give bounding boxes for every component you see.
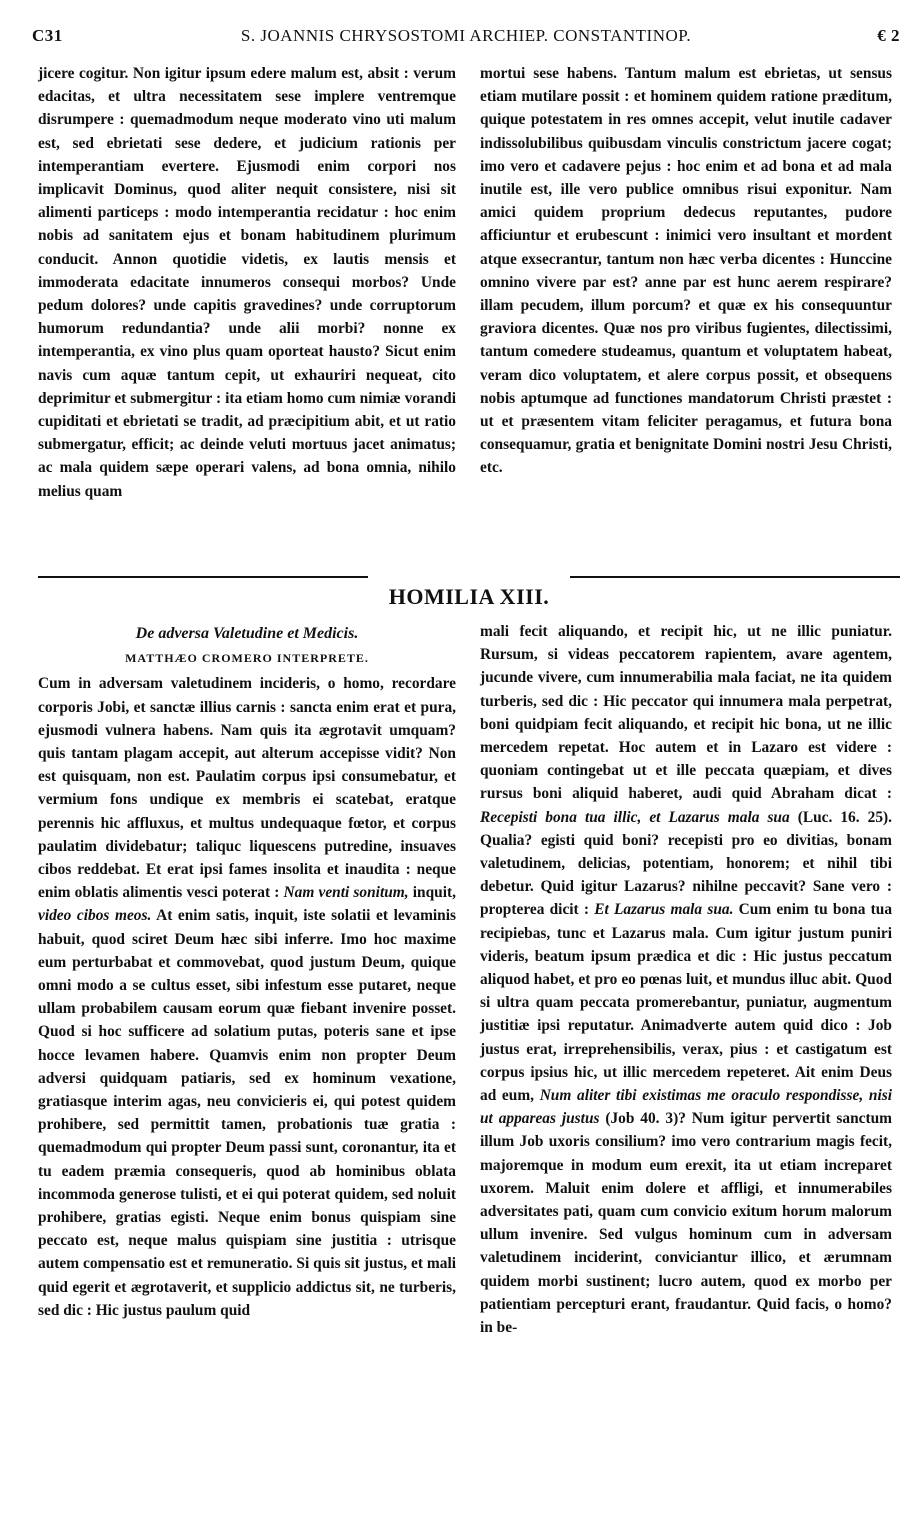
- scripture-quote: Recepisti bona tua illic, et Lazarus mala sua: [480, 808, 790, 826]
- top-left-column: [38, 62, 456, 503]
- section-divider: [38, 572, 900, 608]
- scripture-reference: (Job 40. 3)? Num igitur pervertit sanctum illum Job uxoris consilium? imo vero contrarium magis fecit, majoremque in modum eum erexit, ita ut etiam increparet uxorem. Maluit enim dolere et affligi, et innumerabiles adversitates pati, quam cum convicio exitum horum malorum ullum invenire. Sed vulgus hominum cum in adversam valetudinem inciderint, conviciantur illico, et ærumnam quidem morbi sustinent; lucro autem, quod ex morbo per patientiam percepturi erant, fraudantur. Quid facis, o homo? in be-: [480, 1110, 893, 1337]
- bottom-left-paragraph: [38, 672, 456, 1322]
- top-right-paragraph: mortui sese habens. Tantum malum est ebrietas, ut sensus etiam mutilare possit : et hominem quidem ratione præditum, quique potestatem in res omnes accepit, velut inutile cadaver indissolubilibus quibusdam vinculis constrictum jacere cogat; imo vero et cadavere pejus : hoc enim et ad bona et ad mala inutile est, ille vero publice omnibus risui exponitur. Nam amici quidem proprium dedecus reputantes, pudore afficiuntur et erubescunt : inimici vero insultant et mordent atque exsecrantur, tantum non hæc verba dicentes : Hunccine omnino vivere par est? anne par est hunc aerem respirare? illam pecudem, illum porcum? et quæ ex his consequuntur graviora dicentes. Quæ nos pro viribus fugientes, dilectissimi, tantum comedere studeamus, quantum et voluptatem habeat, veram dico voluptatem, et alere corpus possit, et obsequens nobis aptumque ad functiones mandatorum Christi præstet : ut et præsentem vitam feliciter peragamus, et futura bona consequamur, gratia et benignitate Domini nostri Jesu Christi, etc.: [480, 65, 892, 477]
- text-run: inquit,: [408, 884, 456, 902]
- text-run: Cum enim tu bona tua recipiebas, tunc et Lazarus mala. Cum igitur justum puniri videris, beatum ipsum prædica et dic : Hic justus peccatum aliquod habet, et pro eo pœnas luit, et mundus illuc abit. Quod si ultra quam peccata promerebantur, puniatur, augmentum justitiæ ipsi reputatur. Animadverte autem quid dico : Job justus erat, irreprehensibilis, verax, pius : et castigatum est corpus ipsius hic, ut illic mercedem repeteret. Ait enim Deus ad eum,: [480, 901, 893, 1105]
- scripture-quote: Num aliter tibi existimas me oraculo respondisse, nisi ut appareas justus: [480, 1087, 893, 1128]
- bottom-right-column: [480, 620, 892, 1339]
- bottom-right-paragraph: [480, 620, 892, 1339]
- page-number-right: € 2: [877, 26, 900, 45]
- text-run: At enim satis, inquit, iste solatii et levaminis habuit, quod sciret Deum hæc sibi inferre. Imo hoc maxime eum perturbabat et commovebat, quod justum Deum, quique omni modo a se cultus esset, sibi infestum esse putaret, neque ullam probabilem causam eorum quæ fiebant invenire posset. Quod si hoc sufficere ad solatium putas, poteris sane et ipse hocce levamen habere. Quamvis enim non propter Deum adversi quidquam patiaris, sed ex hominum vexatione, gratiasque interim agas, neu convicieris ei, qui potest quidem prohibere, sed permittit tamen, probationis tuæ gratia : quemadmodum qui propter Deum passi sunt, coronantur, ita et tu eadem præmia consequeris, quod ab hominibus oblata incommoda generose tulisti, et ei qui poterat quidem, sed noluit prohibere, gratias egisti. Neque enim bonus quispiam sine peccato est, neque malus quispiam sine justitia : utrisque autem compensatio est et remuneratio. Si quis sit justus, et mali quid egerit et ægrotaverit, et supplicio addictus sit, ne turberis, sed dic : Hic justus paulum quid: [38, 907, 456, 1319]
- bottom-left-column: [38, 620, 456, 1322]
- scripture-quote: video cibos meos.: [38, 907, 152, 925]
- top-left-paragraph: jicere cogitur. Non igitur ipsum edere malum est, absit : verum edacitas, et ultra necessitatem sese implere ventremque disrumpere : quemadmodum neque moderato vino uti malum est, sed ebrietati sese dedere, et judicium rationis per intemperantiam evertere. Ejusmodi enim corpori nos implicavit Dominus, quod aliter nequit consistere, nisi sit alimenti particeps : modo intemperantia recidatur : hoc enim nobis ad sanitatem ejus et bonam habitudinem plurimum conducit. Annon quotidie videtis, ex lautis mensis et immoderata edacitate innumeros consequi morbos? Unde pedum dolores? unde capitis gravedines? unde corruptorum humorum redundantia? unde alii morbi? nonne ex intemperantia, ex vino plus quam oporteat hausto? Sicut enim navis cum aquæ tantum cepit, ut exhauriri nequeat, cito deprimitur et submergitur : ita etiam homo cum nimiæ vorandi cupiditati et ebrietati se tradit, ad præcipitium abit, et ut ratio submergatur, efficit; ac deinde veluti mortuus jacet animatus; ac mala quidem sæpe operari valens, ad bona omnia, nihilo melius quam: [38, 65, 456, 500]
- homily-subtitle: De adversa Valetudine et Medicis.: [135, 625, 359, 642]
- interpreter-line: MATTHÆO CROMERO INTERPRETE.: [125, 651, 369, 666]
- divider-line-left: [38, 576, 368, 578]
- page-number-left: C31: [32, 26, 63, 45]
- running-title: S. JOANNIS CHRYSOSTOMI ARCHIEP. CONSTANTINOP.: [240, 26, 692, 45]
- homily-heading: HOMILIA XIII.: [388, 584, 550, 609]
- text-run: Cum in adversam valetudinem incideris, o homo, recordare corporis Jobi, et sanctæ illius carnis : sancta enim erat et pura, ejusmodi vulnera habens. Nam quis ita ægrotavit umquam? quis tantam plagam accepit, aut alterum accepisse vidit? Non est quisquam, non est. Paulatim corpus ipsi consumebatur, et vermium fons undique ex membris ei scatebat, eratque perennis hic affluxus, et multus undequaque fœtor, et corpus paulatim dividebatur; taliquc liquescens putredine, insuaves cibos reddebat. Et erat ipsi fames insolita et inaudita : neque enim oblatis alimentis vesci poterat :: [38, 675, 456, 902]
- scripture-quote: Et Lazarus mala sua.: [594, 901, 734, 919]
- scripture-reference: (Luc. 16. 25). Qualia? egisti quid boni? recepisti pro eo divitias, bonam valetudinem, delicias, potentiam, honorem; et nihil tibi debetur. Quid igitur Lazarus? nihilne peccavit? Sane vero : propterea dicit :: [480, 808, 892, 919]
- running-header: [32, 12, 900, 48]
- top-right-column: [480, 62, 892, 480]
- text-run: mali fecit aliquando, et recipit hic, ut ne illic puniatur. Rursum, si videas peccatorem rapientem, avare agentem, jucunde vivere, cum innumerabilia mala faciat, ne ita quidem turberis, sed dic : Hic peccator qui innumera mala perpetrat, boni quidpiam fecit aliquando, et recipit hic bona, ut ne illic mercedem repetat. Hoc autem et in Lazaro est videre : quoniam contingebat ut et ille peccata quæpiam, et dives rursus boni aliquid haberet, audi quid Abraham dicat :: [480, 623, 892, 803]
- scripture-quote: Nam venti sonitum,: [283, 884, 409, 902]
- divider-line-right: [570, 576, 900, 578]
